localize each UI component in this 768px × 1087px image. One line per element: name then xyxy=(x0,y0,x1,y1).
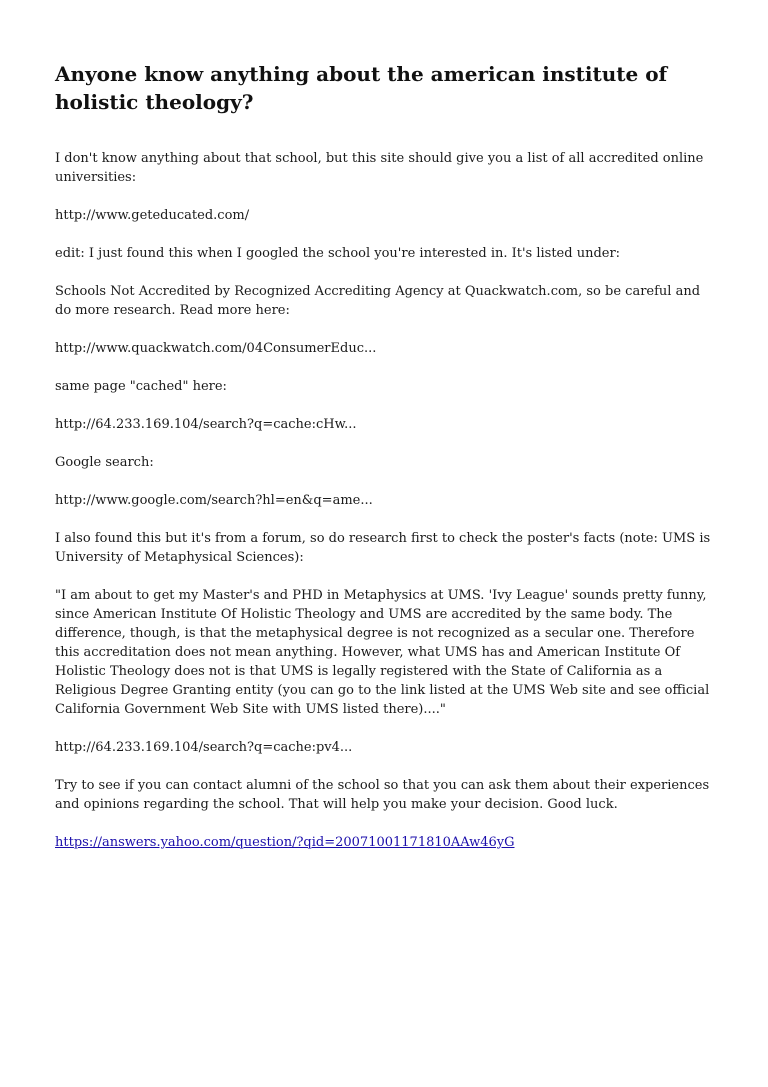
edit-note: edit: I just found this when I googled the school you're interested in. It's listed under: xyxy=(55,246,621,261)
source-link[interactable]: https://answers.yahoo.com/question/?qid=20071001171810AAw46yG xyxy=(55,835,515,850)
closing-advice: Try to see if you can contact alumni of the school so that you can ask them about their experiences and opinions regarding the school. That will help you make your decision. Good luck. xyxy=(55,778,710,812)
cached-label: same page "cached" here: xyxy=(55,379,227,394)
source-link-line xyxy=(55,833,715,852)
answer-intro: I don't know anything about that school, but this site should give you a list of all accredited online universities: xyxy=(55,151,704,185)
document-page xyxy=(55,60,715,871)
google-search-label: Google search: xyxy=(55,455,154,470)
page-title: Anyone know anything about the american institute of holistic theology? xyxy=(55,62,668,114)
url-geteducated: http://www.geteducated.com/ xyxy=(55,208,250,223)
url-cache-2: http://64.233.169.104/search?q=cache:pv4... xyxy=(55,740,353,755)
url-cache-1: http://64.233.169.104/search?q=cache:cHw... xyxy=(55,417,357,432)
forum-note: I also found this but it's from a forum, so do research first to check the poster's facts (note: UMS is University of Metaphysical Sciences): xyxy=(55,531,711,565)
quackwatch-note: Schools Not Accredited by Recognized Accrediting Agency at Quackwatch.com, so be careful and do more research. Read more here: xyxy=(55,284,701,318)
url-quackwatch: http://www.quackwatch.com/04ConsumerEduc... xyxy=(55,341,377,356)
forum-quote: "I am about to get my Master's and PHD in Metaphysics at UMS. 'Ivy League' sounds pretty funny, since American Institute Of Holistic Theology and UMS are accredited by the same body. The difference, though, is that the metaphysical degree is not recognized as a secular one. Therefore this accreditation does not mean anything. However, what UMS has and American Institute Of Holistic Theology does not is that UMS is legally registered with the State of California as a Religious Degree Granting entity (you can go to the link listed at the UMS Web site and see official California Government Web Site with UMS listed there)...." xyxy=(55,588,710,717)
url-google-search: http://www.google.com/search?hl=en&q=ame... xyxy=(55,493,373,508)
